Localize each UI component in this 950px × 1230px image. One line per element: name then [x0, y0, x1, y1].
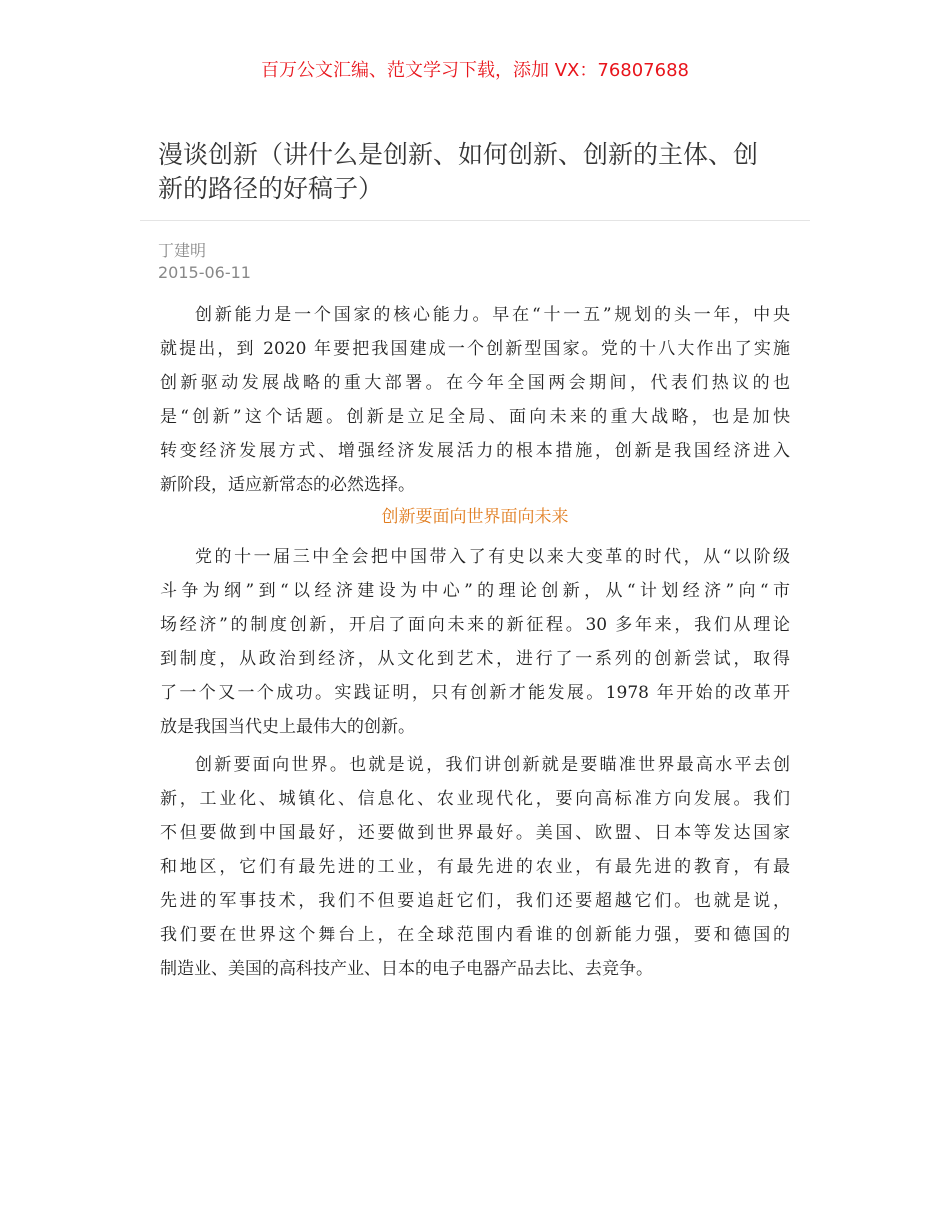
publish-date: 2015-06-11 — [158, 263, 251, 282]
paragraph-line: 是“创新”这个话题。创新是立足全局、面向未来的重大战略，也是加快 — [160, 407, 790, 427]
paragraph-line: 创新要面向世界。也就是说，我们讲创新就是要瞄准世界最高水平去创 — [195, 755, 790, 775]
paragraph-line: 创新驱动发展战略的重大部署。在今年全国两会期间，代表们热议的也 — [160, 373, 790, 393]
paragraph-line: 场经济”的制度创新，开启了面向未来的新征程。30 多年来，我们从理论 — [160, 615, 790, 635]
paragraph-line: 先进的军事技术，我们不但要追赶它们，我们还要超越它们。也就是说， — [160, 891, 790, 911]
paragraph — [160, 298, 790, 502]
paragraph-line: 新阶段，适应新常态的必然选择。 — [160, 475, 415, 495]
paragraph-line: 不但要做到中国最好，还要做到世界最好。美国、欧盟、日本等发达国家 — [160, 823, 790, 843]
article-title — [158, 138, 798, 206]
paragraph-line: 我们要在世界这个舞台上，在全球范围内看谁的创新能力强，要和德国的 — [160, 925, 790, 945]
paragraph — [160, 540, 790, 744]
article-body — [160, 298, 790, 986]
paragraph-line: 就提出，到 2020 年要把我国建成一个创新型国家。党的十八大作出了实施 — [160, 339, 790, 359]
paragraph-line: 到制度，从政治到经济，从文化到艺术，进行了一系列的创新尝试，取得 — [160, 649, 790, 669]
watermark-banner: 百万公文汇编、范文学习下载，添加 VX：76807688 — [261, 60, 689, 81]
author: 丁建明 — [158, 241, 207, 260]
divider — [140, 220, 810, 221]
paragraph-line: 了一个又一个成功。实践证明，只有创新才能发展。1978 年开始的改革开 — [160, 683, 790, 703]
paragraph-line: 斗争为纲”到“以经济建设为中心”的理论创新，从“计划经济”向“市 — [160, 581, 790, 601]
paragraph-line: 制造业、美国的高科技产业、日本的电子电器产品去比、去竞争。 — [160, 959, 653, 979]
title-line: 新的路径的好稿子） — [158, 174, 384, 203]
section-heading: 创新要面向世界面向未来 — [381, 507, 569, 527]
paragraph-line: 新，工业化、城镇化、信息化、农业现代化，要向高标准方向发展。我们 — [160, 789, 790, 809]
paragraph-line: 放是我国当代史上最伟大的创新。 — [160, 717, 415, 737]
paragraph-line: 和地区，它们有最先进的工业，有最先进的农业，有最先进的教育，有最 — [160, 857, 790, 877]
paragraph-line: 创新能力是一个国家的核心能力。早在“十一五”规划的头一年，中央 — [195, 305, 790, 325]
paragraph-line: 党的十一届三中全会把中国带入了有史以来大变革的时代，从“以阶级 — [195, 547, 790, 567]
paragraph — [160, 748, 790, 986]
paragraph-line: 转变经济发展方式、增强经济发展活力的根本措施，创新是我国经济进入 — [160, 441, 790, 461]
title-line: 漫谈创新（讲什么是创新、如何创新、创新的主体、创 — [158, 140, 759, 169]
